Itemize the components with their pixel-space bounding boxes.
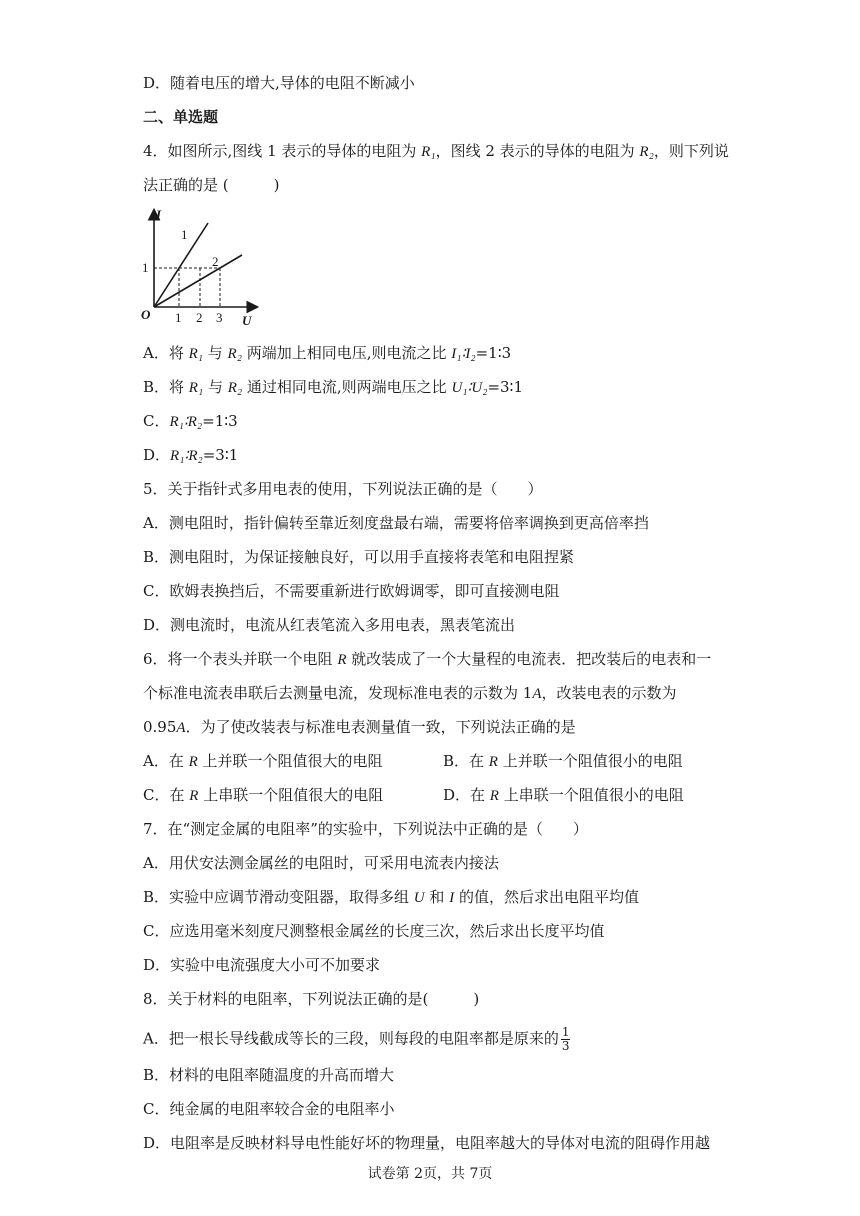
q6b-text-1: B．在 (443, 752, 489, 770)
q7b-u: U (413, 890, 425, 906)
q6a-text-2: 上并联一个阻值很大的电阻 (197, 752, 383, 770)
q4a-ratio: I₁∶I₂ (451, 346, 476, 362)
q7-option-b (143, 886, 639, 909)
q8-option-d: D．电阻率是反映材料导电性能好坏的物理量，电阻率越大的导体对电流的阻碍作用越 (143, 1134, 711, 1152)
q6-stem-line2 (143, 682, 677, 705)
q5-option-d: D．测电流时，电流从红表笔流入多用电表，黑表笔流出 (143, 616, 516, 634)
q4a-text-2: 与 (203, 344, 228, 362)
q7-option-d: D．实验中电流强度大小可不加要求 (143, 956, 381, 974)
q6b-text-2: 上并联一个阻值很小的电阻 (497, 752, 683, 770)
q6c-r: R (189, 788, 199, 804)
q7-option-a: A．用伏安法测金属丝的电阻时，可采用电流表内接法 (143, 854, 499, 872)
q6-option-d (443, 784, 684, 807)
q5-option-b: B．测电阻时，为保证接触良好，可以用手直接将表笔和电阻捏紧 (143, 548, 575, 566)
x-axis-label: U (242, 313, 252, 328)
x-tick-1: 1 (175, 310, 182, 325)
line-2-label: 2 (212, 254, 219, 269)
q4-option-c (143, 410, 238, 433)
q6-unit-a2: A (176, 720, 186, 736)
origin-label: O (141, 307, 151, 322)
q4-option-d (143, 444, 238, 467)
q5-option-c: C．欧姆表换挡后，不需要重新进行欧姆调零，即可直接测电阻 (143, 582, 560, 600)
q7b-i: I (449, 890, 455, 906)
q4a-text-3: 两端加上相同电压,则电流之比 (241, 344, 452, 362)
q4b-r2: R₂ (227, 380, 243, 396)
q7b-text-3: 的值，然后求出电阻平均值 (454, 888, 639, 906)
q5-option-a: A．测电阻时，指针偏转至靠近刻度盘最右端，需要将倍率调换到更高倍率挡 (143, 514, 649, 532)
q8a-text: A．把一根长导线截成等长的三段，则每段的电阻率都是原来的 (143, 1029, 559, 1048)
q4c-text-1: C． (143, 412, 170, 430)
y-axis-label: I (156, 207, 162, 222)
q4d-text-1: D． (143, 446, 171, 464)
q6d-text-2: 上串联一个阻值很小的电阻 (498, 786, 684, 804)
q4-text-a: 4．如图所示,图线 1 表示的导体的电阻为 (143, 142, 422, 160)
q6-text-2b: ，改装电表的示数为 (541, 684, 677, 702)
q6-stem-line1 (143, 648, 711, 671)
q6-stem-line3 (143, 716, 576, 739)
q4-stem-line2: 法正确的是 ( ) (143, 176, 280, 194)
q7b-text-1: B．实验中应调节滑动变阻器，取得多组 (143, 888, 414, 906)
q6-option-b (443, 750, 683, 773)
one-third-fraction (561, 1026, 571, 1053)
fraction-numerator: 1 (561, 1025, 570, 1039)
q6a-r: R (188, 754, 198, 770)
q6a-text-1: A．在 (143, 752, 189, 770)
q4b-text-2: 与 (203, 378, 228, 396)
q8-stem: 8．关于材料的电阻率，下列说法正确的是( ) (143, 990, 480, 1008)
q6-text-1a: 6．将一个表头并联一个电阻 (143, 650, 338, 668)
q4c-ratio: R₁∶R₂ (169, 414, 203, 430)
q4a-text-4: =1∶3 (475, 344, 512, 362)
q4-text-c: ，则下列说 (653, 142, 729, 160)
q4b-ratio: U₁∶U₂ (451, 380, 488, 396)
q4-option-b (143, 376, 523, 399)
page-footer: 试卷第 2页，共 7页 (367, 1166, 493, 1182)
q4a-r1: R₁ (188, 346, 203, 362)
q4a-text-1: A．将 (143, 344, 189, 362)
section-heading-single-choice: 二、单选题 (143, 108, 219, 126)
line-1-label: 1 (181, 227, 188, 242)
q8-option-b: B．材料的电阻率随温度的升高而增大 (143, 1066, 395, 1084)
q8-option-c: C．纯金属的电阻率较合金的电阻率小 (143, 1100, 395, 1118)
q6-unit-a1: A (532, 686, 542, 702)
q4-stem-line1 (143, 140, 729, 163)
q6c-text-2: 上串联一个阻值很大的电阻 (198, 786, 384, 804)
iu-graph (138, 205, 263, 330)
q4-option-a (143, 342, 511, 365)
q5-stem: 5．关于指针式多用电表的使用，下列说法正确的是（ ） (143, 480, 543, 498)
q3-option-d: D．随着电压的增大,导体的电阻不断减小 (143, 74, 415, 92)
graph-line-2 (154, 255, 242, 307)
q6c-text-1: C．在 (143, 786, 190, 804)
q4c-text-2: =1∶3 (202, 412, 238, 430)
q4-r2: R₂ (639, 144, 654, 160)
q6b-r: R (488, 754, 498, 770)
q6-r: R (337, 652, 347, 668)
q4d-ratio: R₁∶R₂ (170, 448, 203, 464)
q4b-r1: R₁ (188, 380, 204, 396)
q6-text-3b: ．为了使改装表与标准电表测量值一致，下列说法正确的是 (185, 718, 576, 736)
q6d-text-1: D．在 (443, 786, 490, 804)
q4-r1: R₁ (421, 144, 436, 160)
q6d-r: R (489, 788, 499, 804)
q6-option-a (143, 750, 383, 773)
q4b-text-4: =3∶1 (487, 378, 523, 396)
y-tick-1: 1 (142, 260, 149, 275)
q6-text-2a: 个标准电流表串联后去测量电流，发现标准电表的示数为 1 (143, 684, 533, 702)
x-tick-3: 3 (216, 310, 223, 325)
q7-option-c: C．应选用毫米刻度尺测整根金属丝的长度三次，然后求出长度平均值 (143, 922, 605, 940)
q4b-text-1: B．将 (143, 378, 189, 396)
q4d-text-2: =3∶1 (202, 446, 239, 464)
q4b-text-3: 通过相同电流,则两端电压之比 (242, 378, 452, 396)
x-tick-2: 2 (196, 310, 203, 325)
fraction-denominator: 3 (561, 1039, 570, 1053)
q6-option-c (143, 784, 383, 807)
q7b-text-2: 和 (424, 888, 450, 906)
q8-option-a (143, 1026, 570, 1053)
q4-text-b: ，图线 2 表示的导体的电阻为 (435, 142, 640, 160)
q4a-r2: R₂ (227, 346, 242, 362)
q6-text-1b: 就改装成了一个大量程的电流表．把改装后的电表和一 (346, 650, 712, 668)
q7-stem: 7．在“测定金属的电阻率”的实验中，下列说法中正确的是（ ） (143, 820, 588, 838)
q6-text-3a: 0.95 (143, 718, 177, 736)
